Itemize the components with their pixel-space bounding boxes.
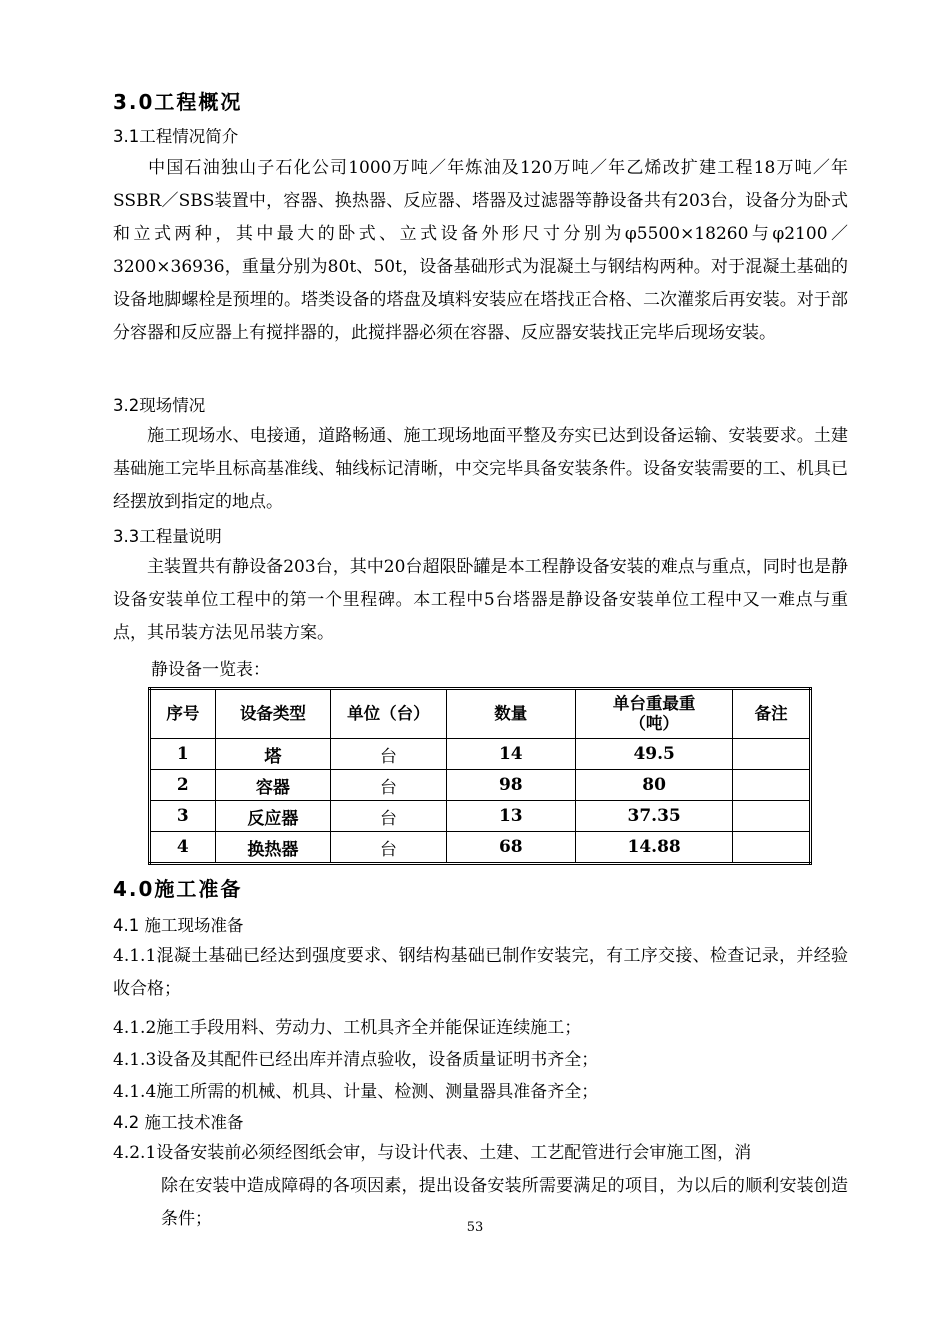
section-3-1-paragraph	[113, 152, 848, 350]
item-4-2-1-continuation: 除在安装中造成障碍的各项因素，提出设备安装所需要满足的项目，为以后的顺利安装创造条件；	[161, 1176, 848, 1229]
cell-type: 容器	[215, 770, 330, 801]
table-row	[150, 770, 811, 801]
header-note: 备注	[733, 689, 811, 739]
table-row	[150, 739, 811, 770]
item-4-1-4: 4.1.4施工所需的机械、机具、计量、检测、测量器具准备齐全；	[113, 1082, 599, 1102]
cell-no: 1	[150, 739, 216, 770]
table-row	[150, 801, 811, 832]
section-3-3-paragraph	[113, 551, 848, 650]
cell-no: 4	[150, 832, 216, 864]
cell-qty: 68	[446, 832, 575, 864]
table-row	[150, 832, 811, 864]
section-3-1-heading: 3.1工程情况简介	[113, 127, 239, 146]
cell-type: 塔	[215, 739, 330, 770]
cell-weight: 80	[575, 770, 732, 801]
item-4-1-3: 4.1.3设备及其配件已经出库并清点验收，设备质量证明书齐全；	[113, 1050, 599, 1070]
item-4-2-1-first-line: 4.2.1设备安装前必须经图纸会审，与设计代表、土建、工艺配管进行会审施工图，消	[113, 1143, 752, 1163]
cell-note	[733, 739, 811, 770]
header-qty: 数量	[446, 689, 575, 739]
cell-qty: 98	[446, 770, 575, 801]
section-3-heading: 3.0工程概况	[113, 90, 243, 114]
section-3-2-text: 施工现场水、电接通，道路畅通、施工现场地面平整及夯实已达到设备运输、安装要求。土建基础施工完毕且标高基准线、轴线标记清晰，中交完毕具备安装条件。设备安装需要的工、机具已经摆放到指定的地点。	[113, 426, 848, 512]
cell-unit: 台	[331, 770, 447, 801]
item-4-1-1: 4.1.1混凝土基础已经达到强度要求、钢结构基础已制作安装完，有工序交接、检查记录，并经验收合格；	[113, 946, 848, 999]
section-3-1-text: 中国石油独山子石化公司1000万吨／年炼油及120万吨／年乙烯改扩建工程18万吨／年SSBR／SBS装置中，容器、换热器、反应器、塔器及过滤器等静设备共有203台，设备分为卧式和立式两种，其中最大的卧式、立式设备外形尺寸分别为φ5500×18260与φ2100／3200×36936，重量分别为80t、50t，设备基础形式为混凝土与钢结构两种。对于混凝土基础的设备地脚螺栓是预埋的。塔类设备的塔盘及填料安装应在塔找正合格、二次灌浆后再安装。对于部分容器和反应器上有搅拌器的，此搅拌器必须在容器、反应器安装找正完毕后现场安装。	[113, 158, 848, 343]
cell-qty: 14	[446, 739, 575, 770]
cell-weight: 37.35	[575, 801, 732, 832]
item-4-1-2: 4.1.2施工手段用料、劳动力、工机具齐全并能保证连续施工；	[113, 1018, 582, 1038]
table-header-row	[150, 689, 811, 739]
section-3-2-paragraph	[113, 420, 848, 519]
section-4-heading: 4.0施工准备	[113, 877, 243, 901]
section-4-1-heading: 4.1 施工现场准备	[113, 916, 244, 935]
cell-unit: 台	[331, 739, 447, 770]
cell-unit: 台	[331, 801, 447, 832]
cell-weight: 14.88	[575, 832, 732, 864]
header-weight-line2: （吨）	[629, 714, 679, 733]
cell-no: 2	[150, 770, 216, 801]
cell-type: 换热器	[215, 832, 330, 864]
section-3-3-text: 主装置共有静设备203台，其中20台超限卧罐是本工程静设备安装的难点与重点，同时也是静设备安装单位工程中的第一个里程碑。本工程中5台塔器是静设备安装单位工程中又一难点与重点，其吊装方法见吊装方案。	[113, 557, 848, 643]
header-weight	[575, 689, 732, 739]
cell-note	[733, 832, 811, 864]
cell-note	[733, 770, 811, 801]
header-weight-line1: 单台重最重	[612, 694, 696, 713]
page-number: 53	[466, 1220, 484, 1235]
cell-type: 反应器	[215, 801, 330, 832]
section-4-2-heading: 4.2 施工技术准备	[113, 1113, 244, 1132]
cell-no: 3	[150, 801, 216, 832]
cell-weight: 49.5	[575, 739, 732, 770]
header-no: 序号	[150, 689, 216, 739]
header-unit: 单位（台）	[331, 689, 447, 739]
cell-note	[733, 801, 811, 832]
section-3-3-heading: 3.3工程量说明	[113, 527, 222, 546]
header-type: 设备类型	[215, 689, 330, 739]
cell-qty: 13	[446, 801, 575, 832]
table-caption: 静设备一览表：	[151, 660, 270, 680]
cell-unit: 台	[331, 832, 447, 864]
section-3-2-heading: 3.2现场情况	[113, 396, 206, 415]
equipment-table	[148, 687, 812, 865]
